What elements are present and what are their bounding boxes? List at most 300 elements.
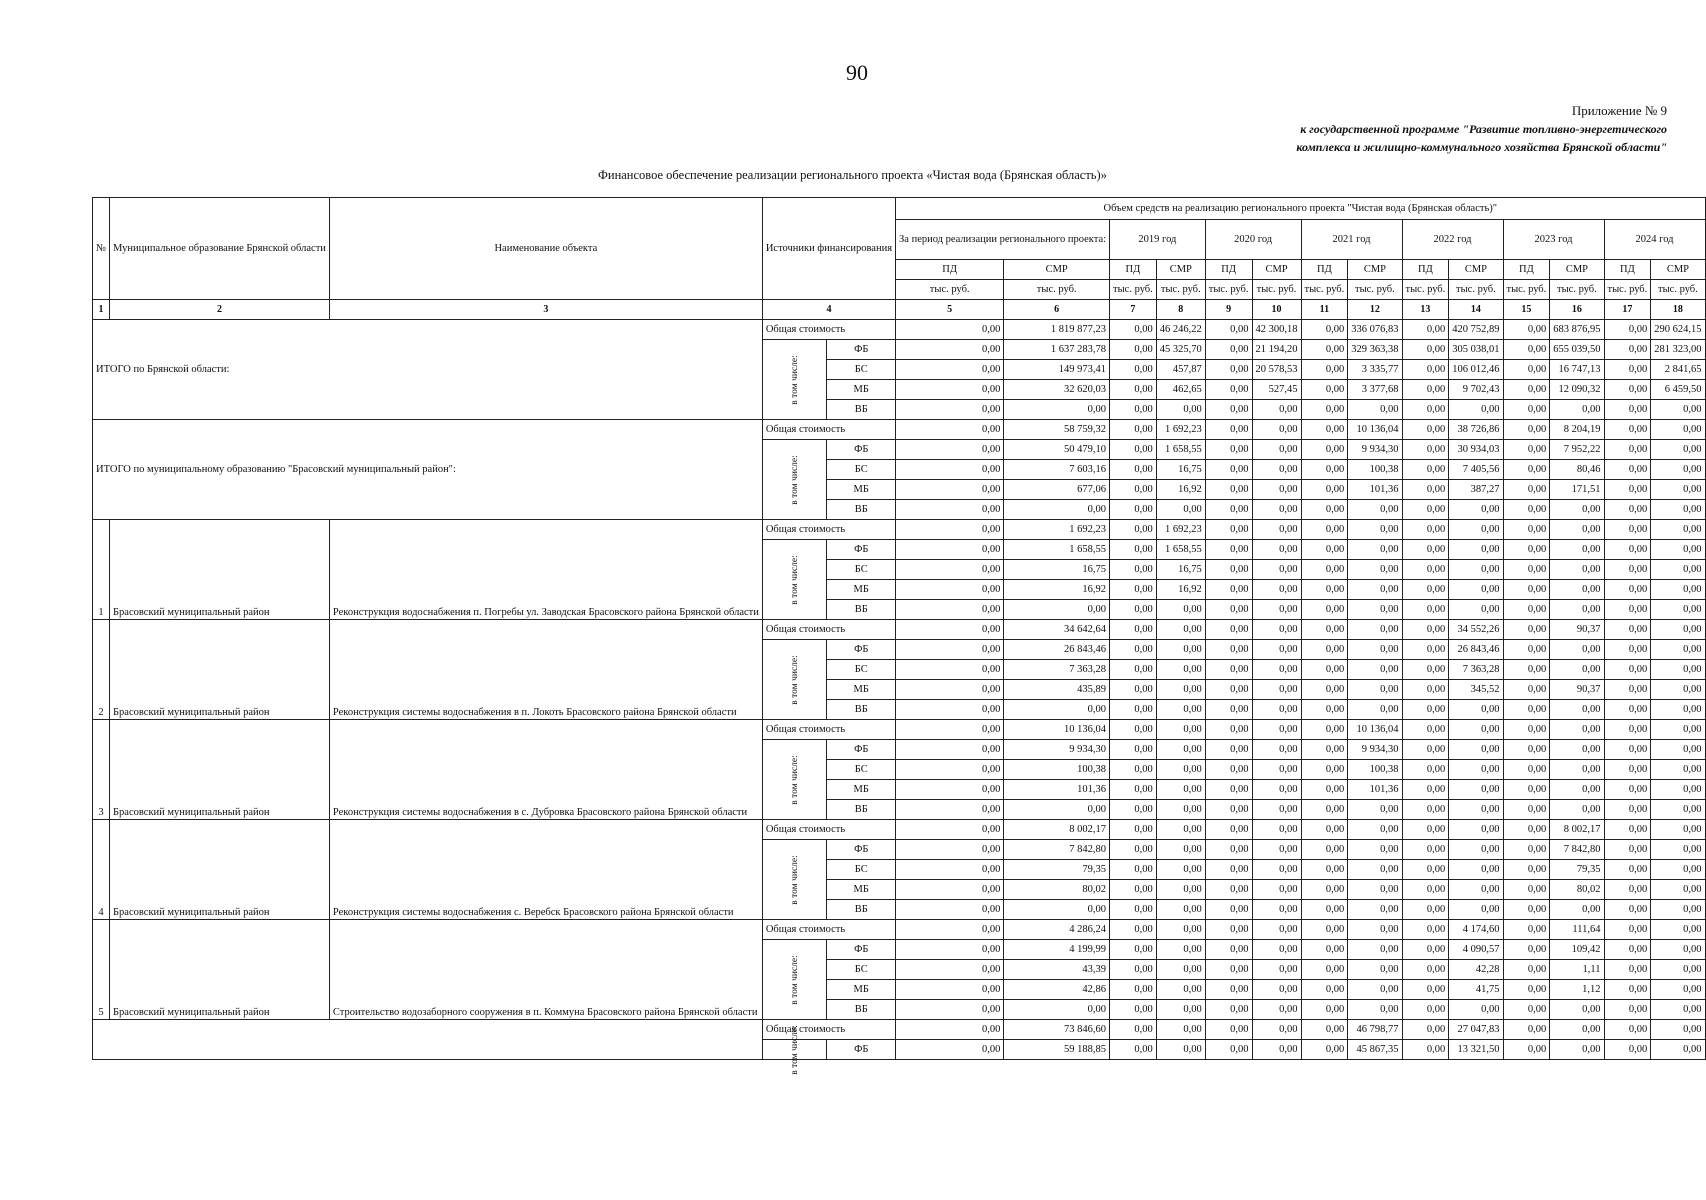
column-index: 10 — [1252, 300, 1301, 320]
value-cell: 0,00 — [1156, 800, 1205, 820]
value-cell: 21 194,20 — [1252, 340, 1301, 360]
value-cell: 0,00 — [1205, 420, 1252, 440]
value-cell: 0,00 — [1205, 860, 1252, 880]
value-cell: 0,00 — [1503, 820, 1550, 840]
value-cell: 0,00 — [896, 920, 1004, 940]
value-cell: 0,00 — [896, 980, 1004, 1000]
value-cell: 8 204,19 — [1550, 420, 1604, 440]
value-cell: 0,00 — [1348, 960, 1402, 980]
value-cell: 457,87 — [1156, 360, 1205, 380]
value-cell: 73 846,60 — [1004, 1020, 1110, 1040]
value-cell: 0,00 — [1604, 700, 1651, 720]
value-cell: 0,00 — [1503, 840, 1550, 860]
value-cell: 0,00 — [1402, 620, 1449, 640]
value-cell: 20 578,53 — [1252, 360, 1301, 380]
value-cell: 0,00 — [1004, 700, 1110, 720]
value-cell: 0,00 — [1156, 900, 1205, 920]
value-cell: 0,00 — [1156, 820, 1205, 840]
value-cell: 1 658,55 — [1156, 540, 1205, 560]
value-cell: 0,00 — [1205, 940, 1252, 960]
value-cell: 16,75 — [1004, 560, 1110, 580]
value-cell: 7 842,80 — [1550, 840, 1604, 860]
value-cell: 0,00 — [1402, 560, 1449, 580]
source-label: ФБ — [827, 540, 896, 560]
value-cell: 0,00 — [1156, 600, 1205, 620]
header-unit: тыс. руб. — [1402, 280, 1449, 300]
value-cell: 0,00 — [1550, 540, 1604, 560]
value-cell: 0,00 — [1110, 360, 1157, 380]
appendix-line-2: к государственной программе "Развитие топливно-энергетического — [1300, 122, 1667, 136]
value-cell: 0,00 — [1402, 500, 1449, 520]
value-cell: 0,00 — [1348, 980, 1402, 1000]
column-index: 15 — [1503, 300, 1550, 320]
header-volume: Объем средств на реализацию регионального проекта "Чистая вода (Брянская область)" — [896, 198, 1706, 220]
value-cell: 0,00 — [1252, 660, 1301, 680]
value-cell: 0,00 — [1301, 1000, 1348, 1020]
including-label — [762, 940, 827, 1020]
value-cell: 0,00 — [1348, 400, 1402, 420]
value-cell: 0,00 — [1651, 660, 1705, 680]
total-cost-label: Общая стоимость — [762, 720, 895, 740]
value-cell: 0,00 — [1110, 1040, 1157, 1060]
value-cell: 0,00 — [1604, 600, 1651, 620]
source-label: БС — [827, 960, 896, 980]
value-cell: 290 624,15 — [1651, 320, 1705, 340]
value-cell: 0,00 — [1651, 800, 1705, 820]
value-cell: 2 841,65 — [1651, 360, 1705, 380]
value-cell: 0,00 — [1252, 460, 1301, 480]
value-cell: 0,00 — [1348, 640, 1402, 660]
value-cell: 0,00 — [1348, 700, 1402, 720]
value-cell: 0,00 — [1503, 920, 1550, 940]
value-cell: 0,00 — [1301, 1040, 1348, 1060]
table-row — [93, 520, 1706, 540]
value-cell: 336 076,83 — [1348, 320, 1402, 340]
source-label: ФБ — [827, 940, 896, 960]
value-cell: 0,00 — [1550, 740, 1604, 760]
value-cell: 0,00 — [1110, 660, 1157, 680]
value-cell: 0,00 — [1110, 600, 1157, 620]
value-cell: 0,00 — [1156, 1000, 1205, 1020]
value-cell: 45 867,35 — [1348, 1040, 1402, 1060]
value-cell: 9 702,43 — [1449, 380, 1503, 400]
column-index: 16 — [1550, 300, 1604, 320]
value-cell: 0,00 — [1301, 740, 1348, 760]
value-cell: 0,00 — [1651, 600, 1705, 620]
value-cell: 0,00 — [896, 840, 1004, 860]
value-cell: 1 692,23 — [1156, 420, 1205, 440]
value-cell: 0,00 — [1550, 600, 1604, 620]
value-cell: 0,00 — [896, 860, 1004, 880]
value-cell: 0,00 — [1110, 920, 1157, 940]
column-index: 6 — [1004, 300, 1110, 320]
value-cell: 0,00 — [1604, 580, 1651, 600]
value-cell: 0,00 — [1252, 780, 1301, 800]
value-cell: 0,00 — [1110, 480, 1157, 500]
value-cell: 0,00 — [1604, 760, 1651, 780]
value-cell: 100,38 — [1004, 760, 1110, 780]
value-cell: 0,00 — [1402, 600, 1449, 620]
value-cell: 0,00 — [1301, 760, 1348, 780]
value-cell: 0,00 — [1503, 420, 1550, 440]
value-cell: 30 934,03 — [1449, 440, 1503, 460]
source-label: ВБ — [827, 900, 896, 920]
value-cell: 0,00 — [1503, 500, 1550, 520]
value-cell: 0,00 — [1449, 740, 1503, 760]
value-cell: 0,00 — [1205, 800, 1252, 820]
value-cell: 7 603,16 — [1004, 460, 1110, 480]
value-cell: 0,00 — [1604, 400, 1651, 420]
value-cell: 0,00 — [896, 440, 1004, 460]
item-number: 1 — [93, 520, 110, 620]
value-cell: 0,00 — [1604, 1020, 1651, 1040]
value-cell: 0,00 — [1156, 640, 1205, 660]
value-cell: 0,00 — [1156, 400, 1205, 420]
source-label: ФБ — [827, 640, 896, 660]
value-cell: 0,00 — [1301, 460, 1348, 480]
value-cell: 0,00 — [1110, 800, 1157, 820]
value-cell: 0,00 — [1402, 800, 1449, 820]
value-cell: 0,00 — [1205, 360, 1252, 380]
value-cell: 79,35 — [1004, 860, 1110, 880]
value-cell: 387,27 — [1449, 480, 1503, 500]
municipality-name: Брасовский муниципальный район — [110, 520, 330, 620]
value-cell: 0,00 — [1402, 960, 1449, 980]
value-cell: 0,00 — [1205, 840, 1252, 860]
value-cell: 0,00 — [1252, 560, 1301, 580]
value-cell: 0,00 — [1503, 340, 1550, 360]
value-cell: 0,00 — [1301, 1020, 1348, 1040]
value-cell: 0,00 — [1156, 760, 1205, 780]
including-label — [762, 840, 827, 920]
including-text: в том числе: — [789, 1024, 800, 1075]
value-cell: 0,00 — [1252, 860, 1301, 880]
value-cell: 0,00 — [1651, 940, 1705, 960]
table-row — [93, 620, 1706, 640]
total-cost-label: Общая стоимость — [762, 520, 895, 540]
value-cell: 0,00 — [1651, 480, 1705, 500]
value-cell: 0,00 — [1604, 880, 1651, 900]
value-cell: 9 934,30 — [1004, 740, 1110, 760]
value-cell: 0,00 — [1651, 640, 1705, 660]
value-cell: 0,00 — [1449, 840, 1503, 860]
value-cell: 420 752,89 — [1449, 320, 1503, 340]
value-cell: 0,00 — [1301, 360, 1348, 380]
value-cell: 0,00 — [1252, 580, 1301, 600]
value-cell: 0,00 — [896, 320, 1004, 340]
value-cell: 109,42 — [1550, 940, 1604, 960]
value-cell: 0,00 — [1252, 600, 1301, 620]
header-unit: тыс. руб. — [1348, 280, 1402, 300]
value-cell: 0,00 — [1651, 780, 1705, 800]
value-cell: 0,00 — [1503, 360, 1550, 380]
value-cell: 0,00 — [1550, 500, 1604, 520]
value-cell: 0,00 — [1402, 480, 1449, 500]
value-cell: 0,00 — [1110, 840, 1157, 860]
value-cell: 0,00 — [896, 600, 1004, 620]
value-cell: 42,86 — [1004, 980, 1110, 1000]
header-smr: СМР — [1348, 260, 1402, 280]
table-row — [93, 420, 1706, 440]
appendix-note — [1296, 102, 1667, 156]
value-cell: 32 620,03 — [1004, 380, 1110, 400]
object-name: Реконструкция системы водоснабжения в п. Локоть Брасовского района Брянской области — [329, 620, 762, 720]
value-cell: 4 286,24 — [1004, 920, 1110, 940]
value-cell: 0,00 — [1651, 840, 1705, 860]
value-cell: 0,00 — [1252, 400, 1301, 420]
value-cell: 0,00 — [1651, 540, 1705, 560]
value-cell: 0,00 — [1301, 980, 1348, 1000]
value-cell: 9 934,30 — [1348, 440, 1402, 460]
value-cell: 0,00 — [1110, 960, 1157, 980]
value-cell: 0,00 — [1550, 660, 1604, 680]
header-period-0: За период реализации регионального проекта: — [896, 220, 1110, 260]
value-cell: 0,00 — [1301, 700, 1348, 720]
value-cell: 0,00 — [1604, 920, 1651, 940]
header-smr: СМР — [1651, 260, 1705, 280]
value-cell: 0,00 — [1004, 900, 1110, 920]
value-cell: 0,00 — [1110, 460, 1157, 480]
source-label: МБ — [827, 780, 896, 800]
value-cell: 6 459,50 — [1651, 380, 1705, 400]
value-cell: 0,00 — [1651, 680, 1705, 700]
total-cost-label: Общая стоимость — [762, 920, 895, 940]
value-cell: 0,00 — [896, 520, 1004, 540]
value-cell: 0,00 — [1348, 1000, 1402, 1020]
value-cell: 0,00 — [1651, 500, 1705, 520]
value-cell: 16,75 — [1156, 560, 1205, 580]
value-cell: 0,00 — [1252, 760, 1301, 780]
header-object: Наименование объекта — [329, 198, 762, 300]
value-cell: 0,00 — [1503, 800, 1550, 820]
value-cell: 0,00 — [896, 720, 1004, 740]
value-cell: 16,92 — [1156, 580, 1205, 600]
value-cell: 0,00 — [1550, 760, 1604, 780]
item-number: 4 — [93, 820, 110, 920]
total-cost-label: Общая стоимость — [762, 320, 895, 340]
source-label: БС — [827, 760, 896, 780]
value-cell: 0,00 — [1503, 640, 1550, 660]
source-label: БС — [827, 360, 896, 380]
value-cell: 0,00 — [1402, 840, 1449, 860]
source-label: ФБ — [827, 740, 896, 760]
total-cost-label: Общая стоимость — [762, 620, 895, 640]
value-cell: 0,00 — [896, 880, 1004, 900]
value-cell: 0,00 — [1110, 400, 1157, 420]
value-cell: 4 174,60 — [1449, 920, 1503, 940]
value-cell: 0,00 — [1503, 960, 1550, 980]
item-number: 3 — [93, 720, 110, 820]
value-cell: 0,00 — [1205, 540, 1252, 560]
document-title: Финансовое обеспечение реализации регионального проекта «Чистая вода (Брянская область)» — [598, 168, 1107, 182]
value-cell: 0,00 — [1004, 800, 1110, 820]
including-text: в том числе: — [789, 854, 800, 905]
value-cell: 0,00 — [1252, 940, 1301, 960]
value-cell: 0,00 — [1205, 320, 1252, 340]
header-period-1: 2019 год — [1110, 220, 1206, 260]
value-cell: 26 843,46 — [1004, 640, 1110, 660]
value-cell: 45 325,70 — [1156, 340, 1205, 360]
value-cell: 462,65 — [1156, 380, 1205, 400]
value-cell: 0,00 — [1402, 940, 1449, 960]
value-cell: 0,00 — [1449, 520, 1503, 540]
table-row — [93, 320, 1706, 340]
value-cell: 0,00 — [1604, 980, 1651, 1000]
header-sources: Источники финансирования — [762, 198, 895, 300]
value-cell: 0,00 — [1402, 360, 1449, 380]
value-cell: 8 002,17 — [1550, 820, 1604, 840]
value-cell: 0,00 — [1205, 580, 1252, 600]
header-pd: ПД — [1110, 260, 1157, 280]
value-cell: 0,00 — [1301, 840, 1348, 860]
column-index: 7 — [1110, 300, 1157, 320]
value-cell: 0,00 — [1604, 620, 1651, 640]
value-cell: 0,00 — [1205, 880, 1252, 900]
object-name: Строительство водозаборного сооружения в п. Коммуна Брасовского района Брянской области — [329, 920, 762, 1020]
including-label — [762, 540, 827, 620]
value-cell: 0,00 — [1402, 880, 1449, 900]
value-cell: 0,00 — [896, 900, 1004, 920]
value-cell: 0,00 — [1402, 420, 1449, 440]
value-cell: 0,00 — [896, 340, 1004, 360]
column-index: 3 — [329, 300, 762, 320]
value-cell: 0,00 — [1110, 680, 1157, 700]
value-cell: 0,00 — [1110, 340, 1157, 360]
value-cell: 683 876,95 — [1550, 320, 1604, 340]
table-row — [93, 920, 1706, 940]
value-cell: 0,00 — [1156, 1040, 1205, 1060]
column-index: 2 — [110, 300, 330, 320]
value-cell: 0,00 — [1348, 900, 1402, 920]
value-cell: 0,00 — [1205, 780, 1252, 800]
value-cell: 0,00 — [1604, 420, 1651, 440]
value-cell: 10 136,04 — [1004, 720, 1110, 740]
value-cell: 0,00 — [896, 1000, 1004, 1020]
value-cell: 0,00 — [1110, 820, 1157, 840]
value-cell: 0,00 — [1252, 920, 1301, 940]
value-cell: 0,00 — [1205, 900, 1252, 920]
header-period-3: 2021 год — [1301, 220, 1402, 260]
value-cell: 0,00 — [1402, 640, 1449, 660]
value-cell: 0,00 — [1301, 960, 1348, 980]
value-cell: 0,00 — [1651, 980, 1705, 1000]
value-cell: 0,00 — [1156, 660, 1205, 680]
value-cell: 0,00 — [1503, 580, 1550, 600]
value-cell: 0,00 — [1503, 460, 1550, 480]
value-cell: 0,00 — [896, 940, 1004, 960]
source-label: МБ — [827, 480, 896, 500]
value-cell: 0,00 — [1110, 740, 1157, 760]
value-cell: 0,00 — [1348, 600, 1402, 620]
value-cell: 0,00 — [1503, 540, 1550, 560]
value-cell: 7 363,28 — [1004, 660, 1110, 680]
value-cell: 1 637 283,78 — [1004, 340, 1110, 360]
value-cell: 0,00 — [1604, 1000, 1651, 1020]
header-period-6: 2024 год — [1604, 220, 1705, 260]
value-cell: 0,00 — [1604, 660, 1651, 680]
value-cell: 0,00 — [1604, 960, 1651, 980]
value-cell: 0,00 — [1402, 680, 1449, 700]
value-cell: 0,00 — [1651, 420, 1705, 440]
value-cell: 149 973,41 — [1004, 360, 1110, 380]
value-cell: 0,00 — [1449, 820, 1503, 840]
value-cell: 16,75 — [1156, 460, 1205, 480]
value-cell: 0,00 — [1205, 640, 1252, 660]
value-cell: 0,00 — [1301, 940, 1348, 960]
value-cell: 0,00 — [1550, 900, 1604, 920]
value-cell: 0,00 — [1301, 600, 1348, 620]
header-unit: тыс. руб. — [1651, 280, 1705, 300]
item-number: 5 — [93, 920, 110, 1020]
column-index: 8 — [1156, 300, 1205, 320]
value-cell: 4 199,99 — [1004, 940, 1110, 960]
value-cell: 0,00 — [1402, 400, 1449, 420]
value-cell: 0,00 — [1348, 860, 1402, 880]
header-period-2: 2020 год — [1205, 220, 1301, 260]
value-cell: 101,36 — [1348, 780, 1402, 800]
value-cell: 0,00 — [1651, 700, 1705, 720]
source-label: ФБ — [827, 340, 896, 360]
table-row — [93, 820, 1706, 840]
header-unit: тыс. руб. — [1004, 280, 1110, 300]
value-cell: 0,00 — [1205, 740, 1252, 760]
including-text: в том числе: — [789, 554, 800, 605]
value-cell: 0,00 — [1252, 900, 1301, 920]
value-cell: 0,00 — [1503, 1000, 1550, 1020]
value-cell: 0,00 — [1449, 500, 1503, 520]
value-cell: 0,00 — [1301, 800, 1348, 820]
value-cell: 0,00 — [1503, 720, 1550, 740]
value-cell: 0,00 — [1252, 840, 1301, 860]
value-cell: 0,00 — [1503, 680, 1550, 700]
value-cell: 0,00 — [1651, 620, 1705, 640]
value-cell: 13 321,50 — [1449, 1040, 1503, 1060]
value-cell: 42 300,18 — [1252, 320, 1301, 340]
value-cell: 0,00 — [1156, 740, 1205, 760]
header-pd: ПД — [1503, 260, 1550, 280]
appendix-line-3: комплекса и жилищно-коммунального хозяйства Брянской области" — [1296, 140, 1667, 154]
including-label — [762, 340, 827, 420]
value-cell: 0,00 — [1156, 920, 1205, 940]
value-cell: 0,00 — [1503, 600, 1550, 620]
value-cell: 0,00 — [1604, 860, 1651, 880]
value-cell: 0,00 — [1604, 840, 1651, 860]
value-cell: 41,75 — [1449, 980, 1503, 1000]
value-cell: 0,00 — [1604, 380, 1651, 400]
value-cell: 0,00 — [1503, 740, 1550, 760]
value-cell: 0,00 — [1252, 1040, 1301, 1060]
value-cell: 0,00 — [1449, 540, 1503, 560]
value-cell: 0,00 — [1252, 700, 1301, 720]
value-cell: 0,00 — [1550, 1020, 1604, 1040]
value-cell: 7 405,56 — [1449, 460, 1503, 480]
appendix-line-1: Приложение № 9 — [1571, 103, 1667, 118]
value-cell: 0,00 — [1402, 380, 1449, 400]
value-cell: 0,00 — [1604, 540, 1651, 560]
value-cell: 0,00 — [1449, 780, 1503, 800]
value-cell: 0,00 — [1205, 440, 1252, 460]
value-cell: 26 843,46 — [1449, 640, 1503, 660]
value-cell: 0,00 — [1604, 500, 1651, 520]
value-cell: 3 335,77 — [1348, 360, 1402, 380]
including-text: в том числе: — [789, 654, 800, 705]
source-label: ФБ — [827, 1040, 896, 1060]
source-label: ВБ — [827, 1000, 896, 1020]
value-cell: 0,00 — [1252, 540, 1301, 560]
value-cell: 0,00 — [1205, 480, 1252, 500]
value-cell: 0,00 — [1110, 540, 1157, 560]
value-cell: 0,00 — [1503, 560, 1550, 580]
